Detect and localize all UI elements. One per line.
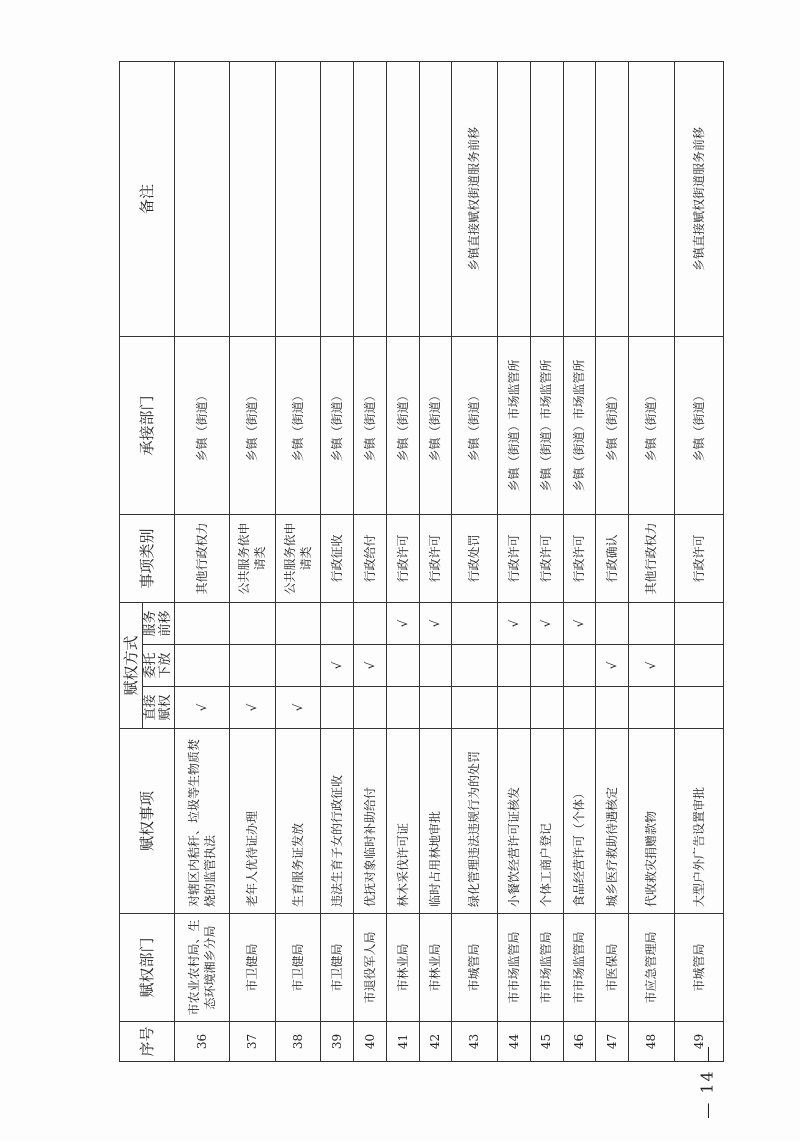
cell-seq: 49 <box>674 1022 723 1062</box>
cell-category: 行政确认 <box>596 514 629 602</box>
cell-department: 市医保局 <box>596 914 629 1022</box>
cell-remark <box>530 61 563 336</box>
cell-remark: 乡镇直接赋权街道服务前移 <box>452 61 497 336</box>
cell-category: 行政许可 <box>563 514 596 602</box>
page-number <box>697 1044 717 1119</box>
table-row <box>530 61 563 1061</box>
cell-service <box>674 602 723 644</box>
table-row <box>386 61 419 1061</box>
cell-seq: 46 <box>563 1022 596 1062</box>
table-row <box>674 61 723 1061</box>
cell-receiver: 乡镇（街道） <box>629 336 674 514</box>
cell-service: √ <box>419 602 452 644</box>
cell-remark <box>174 61 230 336</box>
cell-direct <box>353 687 386 729</box>
header-department: 赋权部门 <box>120 914 175 1022</box>
cell-service: √ <box>563 602 596 644</box>
cell-direct: √ <box>275 687 320 729</box>
cell-remark <box>563 61 596 336</box>
cell-direct <box>674 687 723 729</box>
cell-category: 行政许可 <box>674 514 723 602</box>
cell-seq: 36 <box>174 1022 230 1062</box>
table-row <box>452 61 497 1061</box>
cell-service <box>629 602 674 644</box>
cell-remark <box>275 61 320 336</box>
cell-direct <box>386 687 419 729</box>
cell-entrust <box>563 645 596 687</box>
header-seq: 序号 <box>120 1022 175 1062</box>
cell-category: 其他行政权力 <box>174 514 230 602</box>
cell-direct: √ <box>174 687 230 729</box>
table-row <box>596 61 629 1061</box>
table-body <box>174 61 723 1061</box>
header-method-direct: 直接赋权 <box>143 687 175 729</box>
table-row <box>419 61 452 1061</box>
cell-entrust <box>452 645 497 687</box>
cell-seq: 47 <box>596 1022 629 1062</box>
cell-service <box>320 602 353 644</box>
cell-department: 市城管局 <box>674 914 723 1022</box>
header-row-1 <box>120 61 143 1061</box>
cell-category: 行政处罚 <box>452 514 497 602</box>
cell-category: 公共服务依申请类 <box>230 514 275 602</box>
empowerment-table <box>119 61 724 1062</box>
cell-item: 优抚对象临时补助给付 <box>353 729 386 914</box>
header-method: 赋权方式 <box>120 602 143 728</box>
cell-service: √ <box>530 602 563 644</box>
cell-department: 市市场监管局 <box>497 914 530 1022</box>
cell-entrust: √ <box>353 645 386 687</box>
cell-remark <box>320 61 353 336</box>
cell-remark <box>419 61 452 336</box>
cell-category: 行政许可 <box>530 514 563 602</box>
cell-category: 行政许可 <box>386 514 419 602</box>
page-number-text: — 14 — <box>697 1044 717 1119</box>
table-row <box>497 61 530 1061</box>
cell-department: 市退役军人局 <box>353 914 386 1022</box>
cell-service <box>353 602 386 644</box>
cell-seq: 43 <box>452 1022 497 1062</box>
cell-item: 林木采伐许可证 <box>386 729 419 914</box>
cell-direct <box>596 687 629 729</box>
cell-item: 生育服务证发放 <box>275 729 320 914</box>
cell-remark <box>230 61 275 336</box>
cell-remark <box>596 61 629 336</box>
table-row <box>563 61 596 1061</box>
cell-entrust: √ <box>596 645 629 687</box>
cell-direct <box>629 687 674 729</box>
header-method-service: 服务前移 <box>143 602 175 644</box>
cell-service <box>452 602 497 644</box>
cell-receiver: 乡镇（街道） <box>386 336 419 514</box>
cell-seq: 37 <box>230 1022 275 1062</box>
cell-department: 市林业局 <box>419 914 452 1022</box>
cell-category: 公共服务依申请类 <box>275 514 320 602</box>
cell-department: 市林业局 <box>386 914 419 1022</box>
cell-direct <box>563 687 596 729</box>
cell-category: 行政给付 <box>353 514 386 602</box>
cell-department: 市应急管理局 <box>629 914 674 1022</box>
cell-seq: 41 <box>386 1022 419 1062</box>
cell-department: 市卫健局 <box>320 914 353 1022</box>
cell-item: 临时占用林地审批 <box>419 729 452 914</box>
cell-item: 小餐饮经营许可证核发 <box>497 729 530 914</box>
cell-item: 违法生育子女的行政征收 <box>320 729 353 914</box>
cell-remark <box>497 61 530 336</box>
cell-receiver: 乡镇（街道）市场监管所 <box>497 336 530 514</box>
header-method-entrust: 委托下放 <box>143 645 175 687</box>
cell-direct <box>320 687 353 729</box>
cell-direct <box>497 687 530 729</box>
cell-item: 对辖区内秸秆、垃圾等生物质焚烧的监管执法 <box>174 729 230 914</box>
cell-seq: 39 <box>320 1022 353 1062</box>
cell-item: 老年人优待证办理 <box>230 729 275 914</box>
cell-seq: 44 <box>497 1022 530 1062</box>
cell-entrust: √ <box>629 645 674 687</box>
cell-remark <box>353 61 386 336</box>
cell-receiver: 乡镇（街道） <box>174 336 230 514</box>
cell-seq: 40 <box>353 1022 386 1062</box>
cell-direct <box>452 687 497 729</box>
cell-service: √ <box>386 602 419 644</box>
cell-receiver: 乡镇（街道） <box>596 336 629 514</box>
cell-receiver: 乡镇（街道） <box>230 336 275 514</box>
header-remark: 备注 <box>120 61 175 336</box>
cell-receiver: 乡镇（街道） <box>419 336 452 514</box>
cell-receiver: 乡镇（街道） <box>674 336 723 514</box>
cell-seq: 48 <box>629 1022 674 1062</box>
cell-entrust <box>386 645 419 687</box>
cell-receiver: 乡镇（街道） <box>452 336 497 514</box>
cell-entrust <box>419 645 452 687</box>
cell-category: 行政许可 <box>419 514 452 602</box>
cell-item: 食品经营许可（个体） <box>563 729 596 914</box>
cell-item: 个体工商户登记 <box>530 729 563 914</box>
cell-service <box>230 602 275 644</box>
table-row <box>320 61 353 1061</box>
cell-category: 行政征收 <box>320 514 353 602</box>
cell-entrust <box>674 645 723 687</box>
header-item: 赋权事项 <box>120 729 175 914</box>
header-category: 事项类别 <box>120 514 175 602</box>
cell-receiver: 乡镇（街道） <box>320 336 353 514</box>
cell-service <box>275 602 320 644</box>
table-row <box>275 61 320 1061</box>
cell-receiver: 乡镇（街道）市场监管所 <box>563 336 596 514</box>
cell-receiver: 乡镇（街道）市场监管所 <box>530 336 563 514</box>
cell-receiver: 乡镇（街道） <box>275 336 320 514</box>
cell-remark <box>386 61 419 336</box>
cell-department: 市卫健局 <box>275 914 320 1022</box>
cell-item: 绿化管理违法违规行为的处罚 <box>452 729 497 914</box>
table-row <box>230 61 275 1061</box>
cell-direct <box>530 687 563 729</box>
cell-entrust: √ <box>320 645 353 687</box>
cell-seq: 45 <box>530 1022 563 1062</box>
table-row <box>629 61 674 1061</box>
cell-service <box>174 602 230 644</box>
cell-category: 行政许可 <box>497 514 530 602</box>
cell-receiver: 乡镇（街道） <box>353 336 386 514</box>
cell-category: 其他行政权力 <box>629 514 674 602</box>
cell-direct <box>419 687 452 729</box>
header-receiver: 承接部门 <box>120 336 175 514</box>
cell-department: 市市场监管局 <box>530 914 563 1022</box>
cell-service <box>596 602 629 644</box>
cell-direct: √ <box>230 687 275 729</box>
cell-remark <box>629 61 674 336</box>
table-row <box>353 61 386 1061</box>
cell-entrust <box>230 645 275 687</box>
table-row <box>174 61 230 1061</box>
cell-department: 市市场监管局 <box>563 914 596 1022</box>
cell-item: 城乡医疗救助待遇核定 <box>596 729 629 914</box>
cell-seq: 42 <box>419 1022 452 1062</box>
cell-entrust <box>275 645 320 687</box>
cell-remark: 乡镇直接赋权街道服务前移 <box>674 61 723 336</box>
cell-item: 大型户外广告设置审批 <box>674 729 723 914</box>
cell-service: √ <box>497 602 530 644</box>
cell-department: 市卫健局 <box>230 914 275 1022</box>
cell-item: 代收救灾捐赠款物 <box>629 729 674 914</box>
cell-seq: 38 <box>275 1022 320 1062</box>
cell-entrust <box>530 645 563 687</box>
cell-entrust <box>174 645 230 687</box>
cell-entrust <box>497 645 530 687</box>
cell-department: 市城管局 <box>452 914 497 1022</box>
cell-department: 市农业农村局、生态环境湘乡分局 <box>174 914 230 1022</box>
